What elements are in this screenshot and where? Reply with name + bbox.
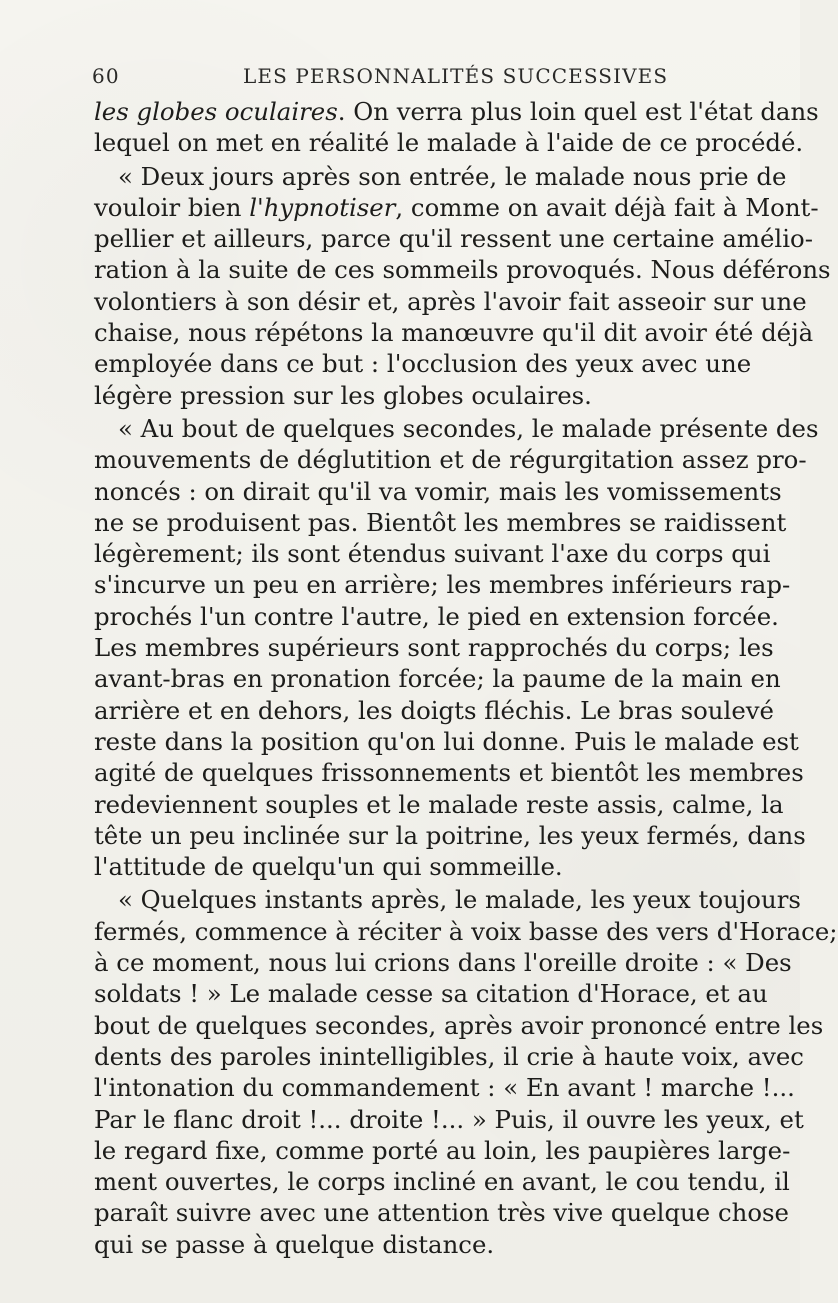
text-line-5: pellier et ailleurs, parce qu'il ressent une certaine amélio- [94, 224, 813, 254]
text-line-33: Par le flanc droit !... droite !... » Puis, il ouvre les yeux, et [94, 1104, 804, 1134]
text-line-31: dents des paroles inintelligibles, il crie à haute voix, avec [94, 1041, 804, 1071]
body-text [94, 96, 838, 1260]
text-line-26: « Quelques instants après, le malade, les yeux toujours [118, 885, 801, 915]
text-line-27: fermés, commence à réciter à voix basse des vers d'Horace; [94, 916, 838, 946]
text-line-1 [94, 96, 819, 127]
text-line-25: l'attitude de quelqu'un qui sommeille. [94, 852, 563, 882]
text-line-22: agité de quelques frissonnements et bientôt les membres [94, 758, 804, 788]
text-line-14: ne se produisent pas. Bientôt les membres se raidissent [94, 507, 787, 537]
text-line-8: chaise, nous répétons la manœuvre qu'il dit avoir été déjà [94, 318, 814, 348]
text-line-4 [94, 192, 819, 223]
text-line-24: tête un peu inclinée sur la poitrine, les yeux fermés, dans [94, 820, 806, 850]
text-line-35: ment ouvertes, le corps incliné en avant, le cou tendu, il [94, 1167, 790, 1197]
text-line-21: reste dans la position qu'on lui donne. Puis le malade est [94, 726, 799, 756]
page-header [92, 56, 754, 86]
text-line-37: qui se passe à quelque distance. [94, 1229, 495, 1259]
text-segment: . On verra plus loin quel est l'état dans [337, 97, 819, 126]
text-line-16: s'incurve un peu en arrière; les membres inférieurs rap- [94, 570, 791, 600]
text-line-11: « Au bout de quelques secondes, le malade présente des [118, 413, 819, 443]
text-line-20: arrière et en dehors, les doigts fléchis. Le bras soulevé [94, 695, 774, 725]
text-line-34: le regard fixe, comme porté au loin, les paupières large- [94, 1135, 791, 1165]
running-title: LES PERSONNALITÉS SUCCESSIVES [243, 64, 669, 88]
text-line-28: à ce moment, nous lui crions dans l'oreille droite : « Des [94, 948, 792, 978]
text-line-3: « Deux jours après son entrée, le malade nous prie de [118, 161, 787, 191]
text-segment: vouloir bien [94, 192, 250, 222]
text-line-29: soldats ! » Le malade cesse sa citation d'Horace, et au [94, 979, 768, 1009]
text-line-2: lequel on met en réalité le malade à l'aide de ce procédé. [94, 128, 804, 158]
text-line-18: Les membres supérieurs sont rapprochés du corps; les [94, 633, 774, 663]
text-line-23: redeviennent souples et le malade reste assis, calme, la [94, 789, 784, 819]
text-line-17: prochés l'un contre l'autre, le pied en extension forcée. [94, 601, 779, 631]
text-line-10: légère pression sur les globes oculaires. [94, 380, 592, 410]
text-line-15: légèrement; ils sont étendus suivant l'axe du corps qui [94, 539, 771, 569]
text-line-7: volontiers à son désir et, après l'avoir fait asseoir sur une [94, 286, 807, 316]
text-line-30: bout de quelques secondes, après avoir prononcé entre les [94, 1010, 824, 1040]
italic-word: l'hypnotiser [249, 192, 396, 222]
text-line-12: mouvements de déglutition et de régurgitation assez pro- [94, 445, 807, 475]
text-line-9: employée dans ce but : l'occlusion des yeux avec une [94, 349, 752, 379]
text-line-32: l'intonation du commandement : « En avant ! marche !... [94, 1073, 795, 1103]
text-line-36: paraît suivre avec une attention très vive quelque chose [94, 1198, 789, 1228]
text-segment: , comme on avait déjà fait à Mont- [395, 192, 819, 222]
text-line-13: noncés : on dirait qu'il va vomir, mais les vomissements [94, 476, 782, 506]
text-line-19: avant-bras en pronation forcée; la paume de la main en [94, 664, 781, 694]
page-number: 60 [92, 64, 120, 88]
italic-phrase: les globes oculaires [94, 97, 338, 126]
text-line-6: ration à la suite de ces sommeils provoqués. Nous déférons [94, 255, 831, 285]
